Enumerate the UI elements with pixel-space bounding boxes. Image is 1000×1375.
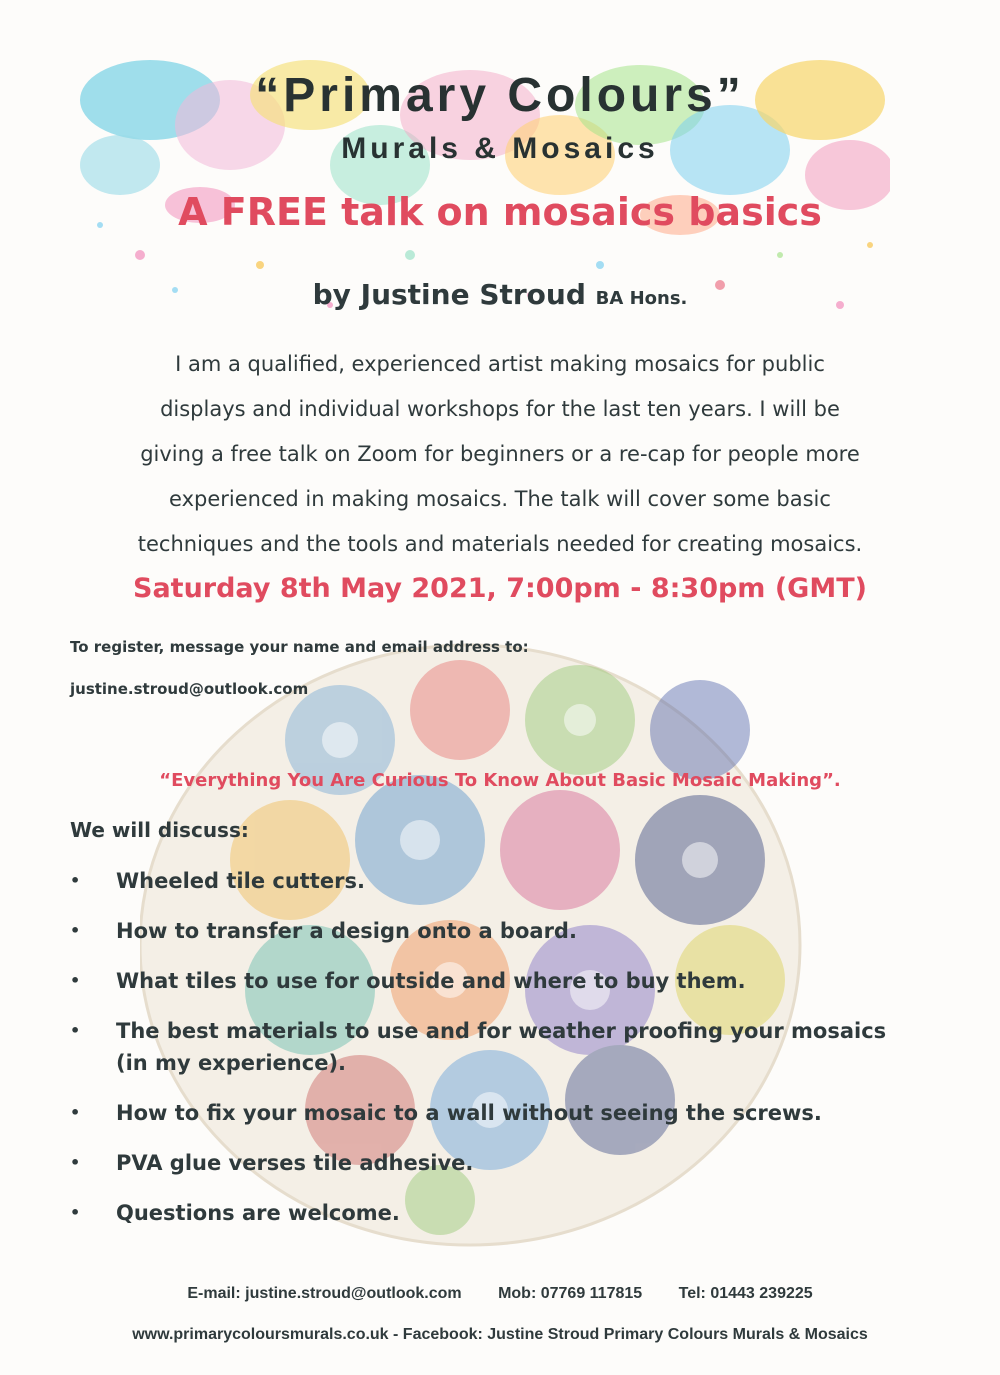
bullet-icon: • bbox=[70, 1153, 81, 1172]
intro-line: techniques and the tools and materials needed for creating mosaics. bbox=[137, 532, 863, 556]
bullet-icon: • bbox=[70, 921, 81, 940]
page-title: “Primary Colours” bbox=[255, 69, 745, 122]
footer-links: www.primarycoloursmurals.co.uk - Facebook: Justine Stroud Primary Colours Murals & Mosaics bbox=[132, 1326, 868, 1343]
bullet-icon: • bbox=[70, 1021, 81, 1040]
bullet-icon: • bbox=[70, 871, 81, 890]
contact-tel: Tel: 01443 239225 bbox=[678, 1285, 813, 1302]
register-instructions: To register, message your name and email address to: bbox=[70, 638, 529, 656]
bullet-icon: • bbox=[70, 971, 81, 990]
bullet-icon: • bbox=[70, 1203, 81, 1222]
list-item: • Wheeled tile cutters. bbox=[70, 865, 886, 897]
event-date: Saturday 8th May 2021, 7:00pm - 8:30pm (GMT) bbox=[133, 573, 867, 604]
intro-line: I am a qualified, experienced artist making mosaics for public bbox=[175, 352, 825, 376]
list-item: • What tiles to use for outside and where to buy them. bbox=[70, 965, 886, 997]
list-item: • How to fix your mosaic to a wall without seeing the screws. bbox=[70, 1097, 886, 1129]
list-item: • How to transfer a design onto a board. bbox=[70, 915, 886, 947]
author-credential: BA Hons. bbox=[595, 288, 688, 309]
contact-details bbox=[0, 1285, 1000, 1303]
page-subtitle: Murals & Mosaics bbox=[341, 132, 659, 165]
list-item: • Questions are welcome. bbox=[70, 1197, 886, 1229]
talk-quote: “Everything You Are Curious To Know About Basic Mosaic Making”. bbox=[159, 770, 841, 791]
discuss-heading: We will discuss: bbox=[70, 818, 249, 842]
list-item: • PVA glue verses tile adhesive. bbox=[70, 1147, 886, 1179]
intro-paragraph bbox=[50, 342, 950, 567]
author-byline bbox=[0, 278, 1000, 311]
intro-line: experienced in making mosaics. The talk will cover some basic bbox=[169, 487, 831, 511]
event-headline: A FREE talk on mosaics basics bbox=[178, 190, 822, 234]
list-item: • The best materials to use and for weather proofing your mosaics (in my experience). bbox=[70, 1015, 886, 1079]
intro-line: giving a free talk on Zoom for beginners or a re-cap for people more bbox=[140, 442, 860, 466]
topics-list bbox=[70, 865, 886, 1247]
contact-mobile: Mob: 07769 117815 bbox=[498, 1285, 643, 1302]
register-email: justine.stroud@outlook.com bbox=[70, 680, 309, 698]
author-name: by Justine Stroud bbox=[312, 278, 586, 311]
bullet-icon: • bbox=[70, 1103, 81, 1122]
intro-line: displays and individual workshops for the last ten years. I will be bbox=[160, 397, 840, 421]
contact-email: E-mail: justine.stroud@outlook.com bbox=[187, 1285, 462, 1302]
